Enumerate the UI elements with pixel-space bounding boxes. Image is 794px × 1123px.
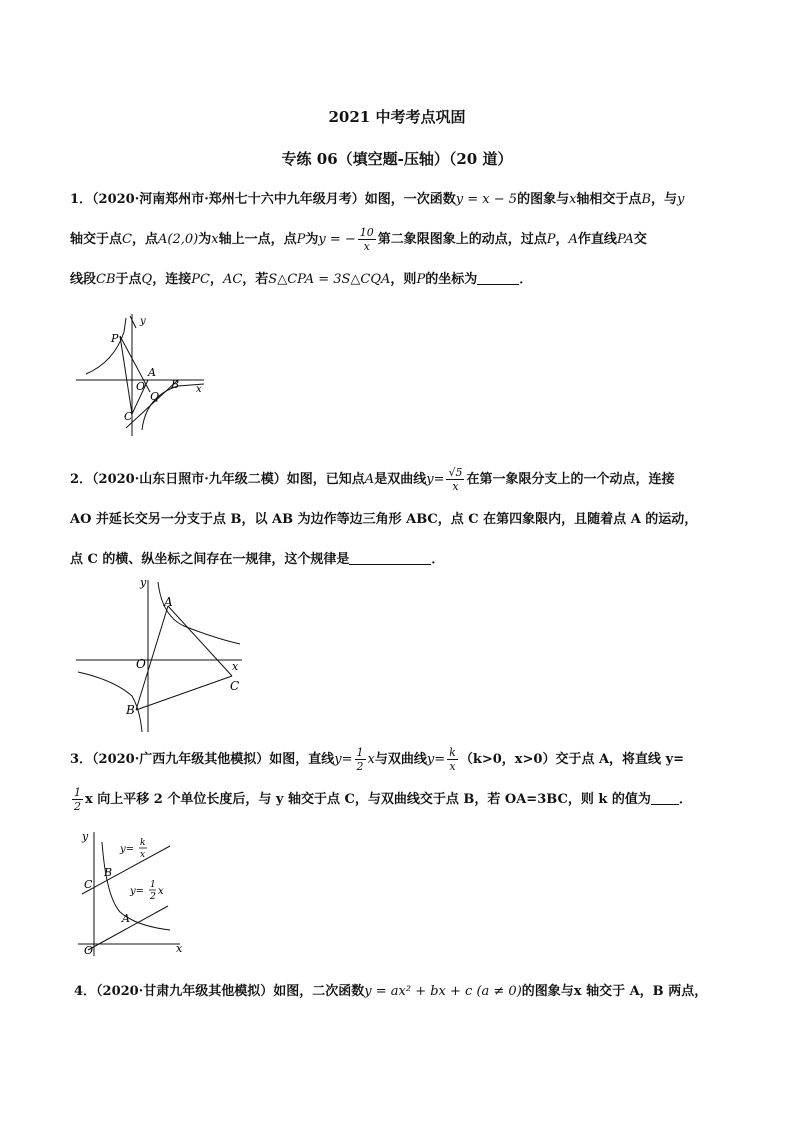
point-label: C xyxy=(122,232,132,247)
problem-3 xyxy=(70,740,730,820)
slanted-line xyxy=(130,316,136,328)
segment-AC xyxy=(168,606,232,676)
text: 交 xyxy=(633,232,647,247)
numerator: k xyxy=(449,746,456,759)
problem-2-line-2: AO 并延长交另一分支于点 B，以 AB 为边作等边三角形 ABC，点 C 在第四象限内，且随着点 A 的运动， xyxy=(70,512,698,527)
point-label: A xyxy=(568,232,578,247)
y-axis-label: y xyxy=(82,830,89,843)
problem-source: （2020·山东日照市·九年级二模） xyxy=(92,472,287,487)
problem-source: （2020·甘肃九年级其他模拟） xyxy=(96,984,274,999)
point-B-label: B xyxy=(126,703,135,717)
segment-label: CB xyxy=(96,272,116,287)
y-axis-label: y xyxy=(140,316,146,327)
text: 第二象限图象上的动点，过点 xyxy=(377,232,547,247)
problem-number: 1． xyxy=(70,192,93,207)
hyperbola-equation-numerator: k xyxy=(140,838,146,848)
problem-source: （2020·广西九年级其他模拟） xyxy=(92,752,270,767)
problem-3-line-1 xyxy=(70,740,730,780)
denominator: 2 xyxy=(74,800,81,813)
point-A-label: A xyxy=(148,366,156,379)
text: 如图，二次函数 xyxy=(273,984,365,999)
problem-1-line-1 xyxy=(70,180,730,220)
text: x 向上平移 2 个单位长度后，与 y 轴交于点 C，与双曲线交于点 B，若 OA=3BC，则 k 的值为 xyxy=(85,792,651,807)
text: ，则 xyxy=(390,272,417,287)
problem-number: 4． xyxy=(74,984,97,999)
point-Q-label: Q xyxy=(150,390,160,403)
equation: y = − xyxy=(318,232,356,247)
numerator: 10 xyxy=(359,226,374,239)
text: 的坐标为 xyxy=(425,272,478,287)
equation: y= xyxy=(426,752,446,767)
text: ， xyxy=(555,232,569,247)
text: 的图象与 xyxy=(517,192,570,207)
hyperbola-branch-3 xyxy=(78,672,142,732)
text: ． xyxy=(519,272,533,287)
text: 是双曲线 xyxy=(374,472,427,487)
problem-2 xyxy=(70,460,730,580)
line-equation-numerator: 1 xyxy=(150,880,156,890)
variable: x xyxy=(211,232,219,247)
line-equation-denominator: 2 xyxy=(150,892,156,902)
figure-1 xyxy=(74,312,206,438)
text: ， xyxy=(209,272,223,287)
text: （k>0，x>0）交于点 A，将直线 y= xyxy=(459,752,685,767)
variable: y xyxy=(677,192,685,207)
point-B-label: B xyxy=(171,378,180,391)
problem-4-line-1 xyxy=(74,972,734,1012)
point-label: Q xyxy=(141,272,153,287)
point-O-label: O xyxy=(136,380,146,393)
point-label: P xyxy=(546,232,556,247)
point-C-label: C xyxy=(124,410,133,423)
numerator: √5 xyxy=(448,466,463,479)
variable: x xyxy=(569,192,577,207)
numerator: 1 xyxy=(74,786,81,799)
figure-2 xyxy=(74,576,250,734)
line-equation-label: y= xyxy=(130,886,145,897)
point-O-label: O xyxy=(84,944,94,957)
problem-2-line-3 xyxy=(70,540,730,580)
text: 如图，一次函数 xyxy=(364,192,456,207)
equation: y= xyxy=(334,752,353,767)
problem-1 xyxy=(70,180,730,300)
x-axis-label: x xyxy=(176,942,183,955)
segment-BC xyxy=(136,676,232,710)
numerator: 1 xyxy=(356,746,364,759)
text: 为 xyxy=(305,232,319,247)
text: 作直线 xyxy=(577,232,617,247)
point-A-label: A xyxy=(122,912,130,925)
hyperbola-equation-label: y= xyxy=(120,844,135,855)
denominator: x xyxy=(452,480,459,493)
fraction xyxy=(72,786,83,813)
equation: y = ax² + bx + c (a ≠ 0) xyxy=(364,984,522,999)
y-axis-label: y xyxy=(140,576,147,589)
fraction xyxy=(355,746,366,773)
figure-3 xyxy=(76,826,192,958)
text: ，连接 xyxy=(152,272,192,287)
text: 轴上一点，点 xyxy=(218,232,297,247)
point-A-label: A xyxy=(164,595,173,609)
point-C-label: C xyxy=(84,878,93,891)
page-title: 2021 中考考点巩固 xyxy=(328,108,466,126)
text: ，与 xyxy=(651,192,678,207)
text: 线段 xyxy=(70,272,97,287)
problem-1-line-3 xyxy=(70,260,730,300)
point-C-label: C xyxy=(230,679,240,693)
point-P-label: P xyxy=(111,332,119,345)
text: 为 xyxy=(198,232,212,247)
point-label: P xyxy=(296,232,306,247)
text: 如图，直线 xyxy=(269,752,335,767)
problem-1-line-2 xyxy=(70,220,730,260)
hyperbola-equation-denominator: x xyxy=(140,850,146,860)
point-label: A(2,0) xyxy=(157,232,199,247)
point-O-label: O xyxy=(136,657,146,671)
point-label: A xyxy=(364,472,375,487)
answer-blank[interactable] xyxy=(349,550,431,565)
problem-source: （2020·河南郑州市·郑州七十六中九年级月考） xyxy=(92,192,365,207)
point-label: B xyxy=(641,192,651,207)
text: ，若 xyxy=(242,272,269,287)
text: ． xyxy=(678,792,692,807)
answer-blank[interactable] xyxy=(651,790,679,805)
text: 的图象与 xyxy=(521,984,574,999)
answer-blank[interactable] xyxy=(477,270,519,285)
text: 如图，已知点 xyxy=(286,472,365,487)
point-label: P xyxy=(416,272,426,287)
problem-3-line-2 xyxy=(70,780,730,820)
text: 与双曲线 xyxy=(374,752,427,767)
segment-label: AC xyxy=(222,272,243,287)
text: 轴相交于点 xyxy=(576,192,642,207)
equation: y= xyxy=(426,472,445,487)
problem-number: 3． xyxy=(70,752,93,767)
denominator: x xyxy=(363,240,370,253)
line-label: PA xyxy=(616,232,634,247)
denominator: 2 xyxy=(356,760,364,773)
text: ． xyxy=(431,552,445,567)
variable: x xyxy=(367,752,375,767)
point-B-label: B xyxy=(104,866,113,879)
text: x 轴交于 A，B 两点， xyxy=(573,984,708,999)
text: 在第一象限分支上的一个动点，连接 xyxy=(466,472,675,487)
text: 轴交于点 xyxy=(70,232,123,247)
equation: y = x − 5 xyxy=(455,192,518,207)
problem-number: 2． xyxy=(70,472,93,487)
problem-2-line-1 xyxy=(70,460,730,500)
hyperbola-branch-2 xyxy=(86,318,126,374)
page-subtitle: 专练 06（填空题-压轴）（20 道） xyxy=(281,150,513,168)
hyperbola-branch-1 xyxy=(158,582,240,644)
text: 于点 xyxy=(115,272,142,287)
segment-label: PC xyxy=(191,272,210,287)
x-axis-label: x xyxy=(232,660,239,673)
text: ，点 xyxy=(131,232,158,247)
text: 点 C 的横、纵坐标之间存在一规律，这个规律是 xyxy=(70,552,350,567)
fraction xyxy=(358,226,376,253)
line-equation-variable: x xyxy=(158,886,164,897)
fraction xyxy=(447,746,458,773)
fraction xyxy=(446,466,464,493)
problem-4 xyxy=(74,972,734,1012)
x-axis-label: x xyxy=(196,384,202,395)
denominator: x xyxy=(449,760,456,773)
equation: S△CPA = 3S△CQA xyxy=(268,272,391,287)
